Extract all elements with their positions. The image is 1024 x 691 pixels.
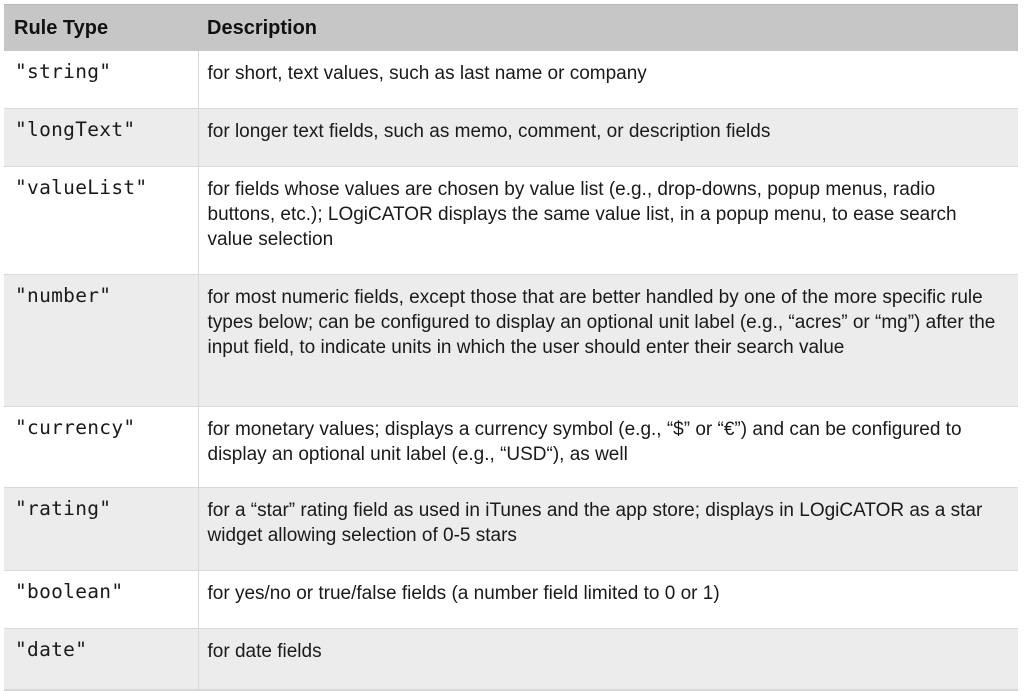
rule-type-cell: "date": [4, 629, 198, 690]
rule-type-cell: "valueList": [4, 167, 198, 275]
description-cell: for a “star” rating field as used in iTunes and the app store; displays in LOgiCATOR as a star widget allowing selection of 0-5 stars: [198, 488, 1018, 571]
rule-types-table: [4, 5, 1018, 690]
rule-type-cell: "string": [4, 51, 198, 109]
description-cell: for date fields: [198, 629, 1018, 690]
column-header-rule-type: Rule Type: [4, 5, 198, 51]
table-header: [4, 5, 1018, 51]
table-row: [4, 109, 1018, 167]
rule-type-cell: "rating": [4, 488, 198, 571]
description-cell: for longer text fields, such as memo, comment, or description fields: [198, 109, 1018, 167]
rule-type-cell: "number": [4, 275, 198, 407]
table-row: [4, 488, 1018, 571]
table-row: [4, 407, 1018, 488]
description-cell: for yes/no or true/false fields (a number field limited to 0 or 1): [198, 571, 1018, 629]
description-cell: for monetary values; displays a currency symbol (e.g., “$” or “€”) and can be configured to display an optional unit label (e.g., “USD“), as well: [198, 407, 1018, 488]
description-cell: for short, text values, such as last name or company: [198, 51, 1018, 109]
table-row: [4, 275, 1018, 407]
table-row: [4, 167, 1018, 275]
table-row: [4, 51, 1018, 109]
header-row: [4, 5, 1018, 51]
description-cell: for fields whose values are chosen by value list (e.g., drop-downs, popup menus, radio buttons, etc.); LOgiCATOR displays the same value list, in a popup menu, to ease search value selection: [198, 167, 1018, 275]
rule-type-cell: "boolean": [4, 571, 198, 629]
description-cell: for most numeric fields, except those that are better handled by one of the more specific rule types below; can be configured to display an optional unit label (e.g., “acres” or “mg”) after the input field, to indicate units in which the user should enter their search value: [198, 275, 1018, 407]
rule-type-cell: "longText": [4, 109, 198, 167]
column-header-description: Description: [198, 5, 1018, 51]
rule-type-cell: "currency": [4, 407, 198, 488]
table-row: [4, 629, 1018, 690]
table-row: [4, 571, 1018, 629]
table-body: [4, 51, 1018, 690]
rule-types-table-wrapper: [4, 4, 1018, 691]
